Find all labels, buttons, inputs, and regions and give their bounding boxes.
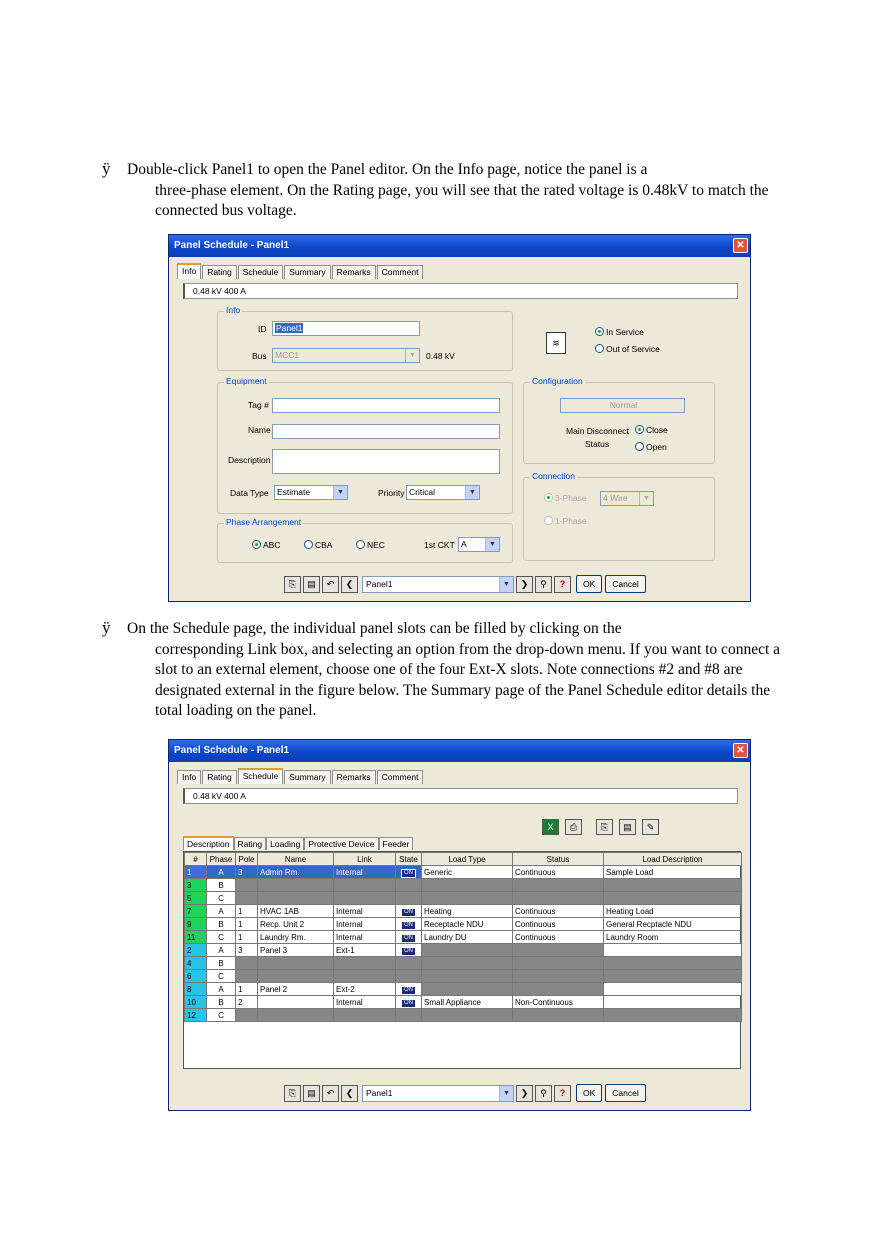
status-cell[interactable] xyxy=(513,1009,604,1022)
slot-number: 2 xyxy=(185,944,207,957)
paragraph-2-rest: corresponding Link box, and selecting an option from the drop-down menu. If you want to connect a slot to an external element, choose one of the four Ext-X slots. Note connections #2 and #8 are designated external in the figure below. The Summary page of the Panel Schedule editor details the total loading on the panel. xyxy=(155,640,781,719)
configuration-field[interactable]: Normal xyxy=(560,398,685,413)
pole-cell[interactable] xyxy=(236,970,258,983)
table-row[interactable] xyxy=(185,1009,422,1022)
radio-dot-icon xyxy=(635,425,644,434)
radio-dot-icon xyxy=(544,516,553,525)
help-icon[interactable]: ? xyxy=(554,1085,571,1102)
link-cell[interactable]: Internal xyxy=(334,866,396,879)
status-cell[interactable]: Non-Continuous xyxy=(513,996,604,1009)
slot-number: 3 xyxy=(185,879,207,892)
open-radio-label: Open xyxy=(646,442,667,452)
in-service-radio[interactable] xyxy=(595,327,644,337)
name-cell[interactable]: Panel 3 xyxy=(258,944,334,957)
table-row[interactable] xyxy=(185,944,422,957)
name-label: Name xyxy=(248,425,271,435)
subtab-loading[interactable]: Loading xyxy=(266,837,304,850)
name-cell[interactable]: Admin Rm. xyxy=(258,866,334,879)
load-description-cell[interactable] xyxy=(604,944,742,957)
load-description-cell[interactable] xyxy=(604,983,742,996)
in-service-label: In Service xyxy=(606,327,644,337)
table-row[interactable] xyxy=(185,931,422,944)
close-button[interactable]: ✕ xyxy=(733,238,748,253)
table-row[interactable] xyxy=(185,879,422,892)
on-badge[interactable]: ON xyxy=(401,986,416,995)
tab-strip xyxy=(177,768,424,784)
status-label: Status xyxy=(585,439,610,449)
phase-arrangement-group xyxy=(217,517,513,563)
dialog-title-bar xyxy=(169,740,750,762)
data-type-label: Data Type xyxy=(230,488,269,498)
radio-dot-icon xyxy=(544,493,553,502)
table-row[interactable] xyxy=(185,996,422,1009)
help-icon[interactable]: ? xyxy=(554,576,571,593)
load-type-cell[interactable]: Small Appliance xyxy=(422,996,513,1009)
rating-info-bar: 0.48 kV 400 A xyxy=(183,283,738,299)
pole-cell[interactable]: 2 xyxy=(236,996,258,1009)
table-row[interactable] xyxy=(422,970,742,983)
slot-number: 12 xyxy=(185,1009,207,1022)
link-cell[interactable] xyxy=(334,892,396,905)
tab-remarks[interactable]: Remarks xyxy=(332,265,376,279)
bullet-marker: ÿ xyxy=(102,159,111,178)
load-type-cell[interactable] xyxy=(422,983,513,996)
state-cell[interactable] xyxy=(396,983,422,996)
out-of-service-radio[interactable] xyxy=(595,344,660,354)
pole-cell[interactable] xyxy=(236,892,258,905)
rating-info-bar: 0.48 kV 400 A xyxy=(183,788,738,804)
link-cell[interactable] xyxy=(334,970,396,983)
element-select-value: Panel1 xyxy=(366,578,393,589)
name-cell[interactable]: Panel 2 xyxy=(258,983,334,996)
link-cell[interactable]: Ext-2 xyxy=(334,983,396,996)
table-row[interactable] xyxy=(422,996,742,1009)
radio-dot-icon xyxy=(252,540,261,549)
slot-number: 1 xyxy=(185,866,207,879)
subtab-description[interactable]: Description xyxy=(183,836,234,850)
load-description-cell[interactable]: Heating Load xyxy=(604,905,742,918)
state-cell[interactable] xyxy=(396,918,422,931)
column-header[interactable]: Pole xyxy=(236,853,258,866)
close-radio-label: Close xyxy=(646,425,668,435)
status-cell[interactable] xyxy=(513,957,604,970)
copy-icon[interactable]: ⎘ xyxy=(284,576,301,593)
link-cell[interactable]: Internal xyxy=(334,996,396,1009)
paste-icon[interactable]: ▤ xyxy=(619,819,636,835)
on-badge[interactable]: ON xyxy=(401,934,416,943)
close-radio[interactable] xyxy=(635,425,668,435)
column-header[interactable]: # xyxy=(185,853,207,866)
navigation-bar xyxy=(284,575,646,593)
status-cell[interactable] xyxy=(513,879,604,892)
configuration-group-label: Configuration xyxy=(532,376,583,386)
tab-schedule[interactable]: Schedule xyxy=(238,768,283,784)
load-description-cell[interactable] xyxy=(604,879,742,892)
next-icon[interactable]: ❯ xyxy=(516,1085,533,1102)
description-label: Description xyxy=(228,455,271,465)
one-phase-label: 1-Phase xyxy=(555,516,587,526)
status-cell[interactable] xyxy=(513,983,604,996)
table-row[interactable] xyxy=(185,957,422,970)
state-cell[interactable] xyxy=(396,1009,422,1022)
slot-number: 11 xyxy=(185,931,207,944)
name-cell[interactable]: Laundry Rm. xyxy=(258,931,334,944)
state-cell[interactable] xyxy=(396,996,422,1009)
load-type-cell[interactable]: Receptacle NDU xyxy=(422,918,513,931)
cancel-button[interactable]: Cancel xyxy=(605,575,645,593)
status-cell[interactable]: Continuous xyxy=(513,866,604,879)
panel-editor-schedule-dialog xyxy=(168,739,751,1111)
load-description-cell[interactable] xyxy=(604,1009,742,1022)
priority-label: Priority xyxy=(378,488,405,498)
on-badge[interactable]: ON xyxy=(401,947,416,956)
priority-value: Critical xyxy=(409,487,435,497)
element-select-value: Panel1 xyxy=(366,1087,393,1098)
link-cell[interactable] xyxy=(334,1009,396,1022)
column-header[interactable]: Link xyxy=(334,853,396,866)
name-cell[interactable]: HVAC 1AB xyxy=(258,905,334,918)
equipment-group-label: Equipment xyxy=(226,376,267,386)
link-cell[interactable] xyxy=(334,879,396,892)
slot-number: 5 xyxy=(185,892,207,905)
eraser-icon[interactable]: ✎ xyxy=(642,819,659,835)
left-header-row xyxy=(185,853,422,866)
pole-cell[interactable] xyxy=(236,1009,258,1022)
table-row[interactable] xyxy=(422,879,742,892)
pole-cell[interactable]: 3 xyxy=(236,944,258,957)
column-header[interactable]: Load Type xyxy=(422,853,513,866)
table-row[interactable] xyxy=(185,983,422,996)
link-cell[interactable]: Internal xyxy=(334,931,396,944)
schedule-subtabs xyxy=(183,836,413,850)
load-type-cell[interactable]: Laundry DU xyxy=(422,931,513,944)
status-cell[interactable] xyxy=(513,970,604,983)
load-description-cell[interactable] xyxy=(604,957,742,970)
nec-label: NEC xyxy=(367,540,385,550)
radio-dot-icon xyxy=(356,540,365,549)
radio-dot-icon xyxy=(304,540,313,549)
next-icon[interactable]: ❯ xyxy=(516,576,533,593)
chevron-down-icon: ▼ xyxy=(485,538,499,551)
schedule-left-table xyxy=(184,852,422,1022)
paragraph-1-rest: three-phase element. On the Rating page, you will see that the rated voltage is 0.48kV to match the connected bus voltage. xyxy=(155,181,769,219)
table-row[interactable] xyxy=(185,892,422,905)
status-cell[interactable] xyxy=(513,892,604,905)
load-type-cell[interactable] xyxy=(422,970,513,983)
state-cell[interactable] xyxy=(396,931,422,944)
schedule-right-table xyxy=(421,852,742,1022)
slot-number: 6 xyxy=(185,970,207,983)
status-cell[interactable]: Continuous xyxy=(513,918,604,931)
state-cell[interactable] xyxy=(396,879,422,892)
on-badge[interactable]: ON xyxy=(401,869,416,878)
link-cell[interactable] xyxy=(334,957,396,970)
phase-cell: B xyxy=(207,879,236,892)
binoculars-icon[interactable]: ⚲ xyxy=(535,1085,552,1102)
tag-field[interactable] xyxy=(272,398,500,413)
name-field[interactable] xyxy=(272,424,500,439)
close-button[interactable]: ✕ xyxy=(733,743,748,758)
slot-number: 8 xyxy=(185,983,207,996)
load-description-cell[interactable] xyxy=(604,996,742,1009)
abc-radio[interactable] xyxy=(252,540,280,550)
slot-number: 4 xyxy=(185,957,207,970)
phase-cell: C xyxy=(207,931,236,944)
pole-cell[interactable]: 1 xyxy=(236,918,258,931)
first-ckt-value: A xyxy=(461,539,467,549)
phase-cell: C xyxy=(207,1009,236,1022)
pole-cell[interactable] xyxy=(236,879,258,892)
table-row[interactable] xyxy=(422,983,742,996)
nec-radio[interactable] xyxy=(356,540,385,550)
column-header[interactable]: Status xyxy=(513,853,604,866)
name-cell[interactable] xyxy=(258,970,334,983)
equipment-group xyxy=(217,376,513,514)
phase-cell: C xyxy=(207,970,236,983)
radio-dot-icon xyxy=(595,327,604,336)
table-row[interactable] xyxy=(422,957,742,970)
cba-label: CBA xyxy=(315,540,333,550)
name-cell[interactable] xyxy=(258,1009,334,1022)
slot-number: 7 xyxy=(185,905,207,918)
state-cell[interactable] xyxy=(396,892,422,905)
description-field[interactable] xyxy=(272,449,500,474)
bus-select[interactable] xyxy=(272,348,420,363)
phase-cell: C xyxy=(207,892,236,905)
undo-icon[interactable]: ↶ xyxy=(322,1085,339,1102)
bus-value: MCC1 xyxy=(275,350,300,360)
load-description-cell[interactable] xyxy=(604,892,742,905)
phase-cell: B xyxy=(207,957,236,970)
phase-cell: A xyxy=(207,905,236,918)
bus-kv: 0.48 kV xyxy=(426,351,455,361)
tab-remarks[interactable]: Remarks xyxy=(332,770,376,784)
print-icon[interactable]: ⎙ xyxy=(565,819,582,835)
pole-cell[interactable]: 3 xyxy=(236,866,258,879)
tab-rating[interactable]: Rating xyxy=(202,265,237,279)
table-row[interactable] xyxy=(422,866,742,879)
radio-dot-icon xyxy=(635,442,644,451)
name-cell[interactable] xyxy=(258,996,334,1009)
name-cell[interactable] xyxy=(258,879,334,892)
chevron-down-icon: ▼ xyxy=(499,577,513,592)
tag-label: Tag # xyxy=(248,400,269,410)
load-description-cell[interactable]: General Recptacle NDU xyxy=(604,918,742,931)
cba-radio[interactable] xyxy=(304,540,332,550)
chevron-down-icon: ▼ xyxy=(639,492,653,505)
load-description-cell[interactable]: Sample Load xyxy=(604,866,742,879)
state-cell[interactable] xyxy=(396,905,422,918)
dialog-title: Panel Schedule - Panel1 xyxy=(174,240,290,251)
ok-button[interactable]: OK xyxy=(576,575,602,593)
first-ckt-label: 1st CKT xyxy=(424,540,455,550)
phase-cell: A xyxy=(207,944,236,957)
binoculars-icon[interactable]: ⚲ xyxy=(535,576,552,593)
tab-schedule[interactable]: Schedule xyxy=(238,265,283,279)
three-phase-radio[interactable] xyxy=(544,493,587,503)
on-badge[interactable]: ON xyxy=(401,921,416,930)
chevron-down-icon: ▼ xyxy=(465,486,479,499)
load-description-cell[interactable] xyxy=(604,970,742,983)
table-row[interactable] xyxy=(185,970,422,983)
column-header[interactable]: State xyxy=(396,853,422,866)
abc-label: ABC xyxy=(263,540,281,550)
paragraph-2-first-line: On the Schedule page, the individual panel slots can be filled by clicking on the xyxy=(127,620,622,637)
load-type-cell[interactable] xyxy=(422,892,513,905)
paste-icon[interactable]: ▤ xyxy=(303,576,320,593)
first-ckt-select[interactable] xyxy=(458,537,500,552)
id-field[interactable] xyxy=(272,321,420,336)
link-cell[interactable]: Internal xyxy=(334,918,396,931)
state-cell[interactable] xyxy=(396,970,422,983)
paste-icon[interactable]: ▤ xyxy=(303,1085,320,1102)
phase-cell: B xyxy=(207,996,236,1009)
tab-comment[interactable]: Comment xyxy=(377,770,424,784)
data-type-value: Estimate xyxy=(277,487,311,497)
load-type-cell[interactable]: Heating xyxy=(422,905,513,918)
phase-cell: A xyxy=(207,866,236,879)
table-row[interactable] xyxy=(185,866,422,879)
tab-comment[interactable]: Comment xyxy=(377,265,424,279)
open-radio[interactable] xyxy=(635,442,667,452)
name-cell[interactable] xyxy=(258,957,334,970)
id-value: Panel1 xyxy=(276,323,303,333)
id-label: ID xyxy=(258,324,267,334)
dialog-title-bar xyxy=(169,235,750,257)
copy-icon[interactable]: ⎘ xyxy=(284,1085,301,1102)
out-of-service-label: Out of Service xyxy=(606,344,660,354)
load-description-cell[interactable]: Laundry Room xyxy=(604,931,742,944)
info-group-label: Info xyxy=(226,305,241,315)
paragraph-1-first-line: Double-click Panel1 to open the Panel editor. On the Info page, notice the panel is a xyxy=(127,161,648,178)
schedule-grid xyxy=(183,851,741,1069)
excel-icon[interactable]: X xyxy=(542,819,559,835)
link-cell[interactable]: Ext-1 xyxy=(334,944,396,957)
pole-cell[interactable]: 1 xyxy=(236,905,258,918)
element-select[interactable] xyxy=(362,576,514,593)
previous-icon[interactable]: ❮ xyxy=(341,576,358,593)
slot-number: 9 xyxy=(185,918,207,931)
load-type-cell[interactable]: Generic xyxy=(422,866,513,879)
tab-info[interactable]: Info xyxy=(177,770,201,784)
slot-number: 10 xyxy=(185,996,207,1009)
undo-icon[interactable]: ↶ xyxy=(322,576,339,593)
load-type-cell[interactable] xyxy=(422,957,513,970)
three-phase-label: 3-Phase xyxy=(555,493,587,503)
phase-arrangement-label: Phase Arrangement xyxy=(226,517,302,527)
bullet-marker: ÿ xyxy=(102,618,111,637)
panel-icon: ≋ xyxy=(546,332,566,354)
tab-rating[interactable]: Rating xyxy=(202,770,237,784)
column-header[interactable]: Name xyxy=(258,853,334,866)
table-row[interactable] xyxy=(422,944,742,957)
connection-group-label: Connection xyxy=(532,471,576,481)
state-cell[interactable] xyxy=(396,944,422,957)
load-type-cell[interactable] xyxy=(422,879,513,892)
link-cell[interactable]: Internal xyxy=(334,905,396,918)
element-select[interactable] xyxy=(362,1085,514,1102)
tab-summary[interactable]: Summary xyxy=(284,770,330,784)
bus-label: Bus xyxy=(252,351,267,361)
table-row[interactable] xyxy=(422,931,742,944)
pole-cell[interactable] xyxy=(236,957,258,970)
status-cell[interactable] xyxy=(513,944,604,957)
wire-select[interactable] xyxy=(600,491,654,506)
cancel-button[interactable]: Cancel xyxy=(605,1084,645,1102)
subtab-feeder[interactable]: Feeder xyxy=(379,837,414,850)
wire-value: 4 Wire xyxy=(603,493,628,503)
pole-cell[interactable]: 1 xyxy=(236,931,258,944)
tab-strip xyxy=(177,263,424,279)
tab-info[interactable]: Info xyxy=(177,263,201,279)
ok-button[interactable]: OK xyxy=(576,1084,602,1102)
navigation-bar xyxy=(284,1084,646,1102)
subtab-protective-device[interactable]: Protective Device xyxy=(304,837,378,850)
right-header-row xyxy=(422,853,742,866)
radio-dot-icon xyxy=(595,344,604,353)
column-header[interactable]: Phase xyxy=(207,853,236,866)
column-header[interactable]: Load Description xyxy=(604,853,742,866)
table-row[interactable] xyxy=(185,918,422,931)
status-cell[interactable]: Continuous xyxy=(513,905,604,918)
previous-icon[interactable]: ❮ xyxy=(341,1085,358,1102)
main-disconnect-label: Main Disconnect xyxy=(566,426,629,436)
data-type-select[interactable] xyxy=(274,485,348,500)
table-row[interactable] xyxy=(422,1009,742,1022)
on-badge[interactable]: ON xyxy=(401,908,416,917)
paragraph-2 xyxy=(102,618,792,722)
name-cell[interactable]: Recp. Unit 2 xyxy=(258,918,334,931)
table-row[interactable] xyxy=(422,918,742,931)
pole-cell[interactable]: 1 xyxy=(236,983,258,996)
state-cell[interactable] xyxy=(396,957,422,970)
table-row[interactable] xyxy=(422,905,742,918)
subtab-rating[interactable]: Rating xyxy=(234,837,267,850)
load-type-cell[interactable] xyxy=(422,944,513,957)
one-phase-radio[interactable] xyxy=(544,516,587,526)
connection-group xyxy=(523,471,715,561)
table-row[interactable] xyxy=(185,905,422,918)
configuration-group xyxy=(523,376,715,464)
panel-editor-info-dialog xyxy=(168,234,751,602)
chevron-down-icon: ▼ xyxy=(333,486,347,499)
dialog-title: Panel Schedule - Panel1 xyxy=(174,745,290,756)
on-badge[interactable]: ON xyxy=(401,999,416,1008)
copy-icon[interactable]: ⎘ xyxy=(596,819,613,835)
priority-select[interactable] xyxy=(406,485,480,500)
chevron-down-icon: ▼ xyxy=(405,349,419,362)
load-type-cell[interactable] xyxy=(422,1009,513,1022)
tab-summary[interactable]: Summary xyxy=(284,265,330,279)
phase-cell: A xyxy=(207,983,236,996)
info-group xyxy=(217,305,513,371)
phase-cell: B xyxy=(207,918,236,931)
table-row[interactable] xyxy=(422,892,742,905)
chevron-down-icon: ▼ xyxy=(499,1086,513,1101)
paragraph-1 xyxy=(102,159,792,222)
state-cell[interactable] xyxy=(396,866,422,879)
status-cell[interactable]: Continuous xyxy=(513,931,604,944)
name-cell[interactable] xyxy=(258,892,334,905)
